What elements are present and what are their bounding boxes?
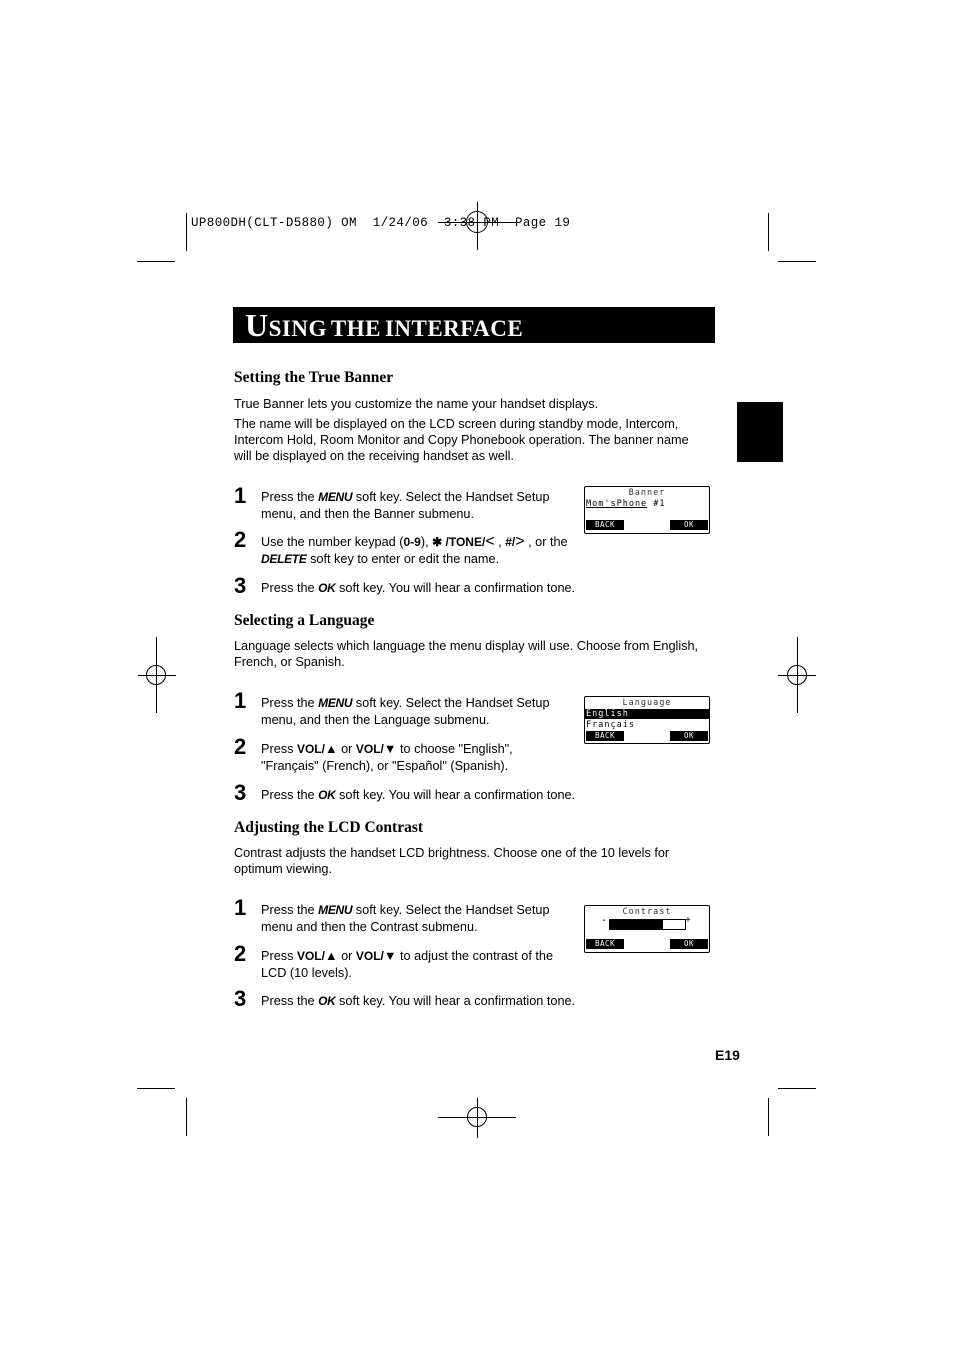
chapter-title: USING THE INTERFACE	[245, 307, 524, 343]
step-text: Press the MENU soft key. Select the Handset Setup menu and then the Contrast submenu.	[261, 903, 550, 934]
lcd-softkey-back: BACK	[586, 939, 624, 949]
lcd-title: Banner	[628, 488, 666, 498]
down-arrow-icon: ▼	[383, 742, 397, 756]
step-number: 1	[234, 895, 247, 920]
crop-mark	[778, 1088, 816, 1089]
lcd-banner-screen	[584, 486, 710, 534]
step-number: 1	[234, 483, 247, 508]
contrast-plus-label: +	[685, 916, 692, 927]
lcd-option: Français	[586, 720, 635, 730]
section-title-true-banner: Setting the True Banner	[234, 369, 394, 386]
lcd-option-selected: English	[585, 709, 709, 719]
crop-mark	[137, 261, 175, 262]
step-number: 3	[234, 573, 247, 598]
paragraph: The name will be displayed on the LCD screen during standby mode, Intercom, Intercom Hold, Room Monitor and Copy Phonebook operation. The banner name will be displayed on the receiving handset as well.	[234, 417, 689, 463]
step-number: 2	[234, 941, 247, 966]
paragraph: Language selects which language the menu display will use. Choose from English, French, or Spanish.	[234, 639, 699, 669]
crop-mark	[186, 1098, 187, 1136]
up-arrow-icon: ▲	[324, 742, 338, 756]
crop-mark	[768, 213, 769, 251]
step-number: 3	[234, 986, 247, 1011]
registration-line	[138, 675, 176, 676]
lcd-banner-name: Mom'sPhone #1	[586, 499, 666, 509]
contrast-minus-label: -	[601, 916, 608, 927]
lcd-softkey-back: BACK	[586, 731, 624, 741]
paragraph: Contrast adjusts the handset LCD brightness. Choose one of the 10 levels for optimum viewing.	[234, 846, 670, 876]
lcd-title: Language	[622, 698, 672, 708]
side-tab	[737, 402, 783, 462]
step-text: Press the MENU soft key. Select the Handset Setup menu, and then the Banner submenu.	[261, 490, 550, 521]
registration-line	[477, 1098, 478, 1138]
contrast-level-fill	[610, 920, 663, 929]
section-title-language: Selecting a Language	[234, 612, 375, 629]
lcd-softkey-ok: OK	[670, 939, 708, 949]
step-number: 1	[234, 688, 247, 713]
step-number: 2	[234, 734, 247, 759]
crop-mark	[768, 1098, 769, 1136]
step-text: Press VOL/▲ or VOL/▼ to choose "English", "Français" (French), or "Español" (Spanish).	[261, 742, 513, 773]
crop-mark	[778, 261, 816, 262]
page-number: E19	[715, 1047, 740, 1063]
lcd-language-screen	[584, 696, 710, 744]
step-text: Press the OK soft key. You will hear a confirmation tone.	[261, 788, 576, 802]
contrast-level-bar	[609, 919, 686, 930]
step-text: Press the OK soft key. You will hear a confirmation tone.	[261, 994, 576, 1008]
lcd-softkey-ok: OK	[670, 731, 708, 741]
lcd-contrast-screen	[584, 905, 710, 953]
lcd-title: Contrast	[622, 907, 672, 917]
step-text: Use the number keypad (0-9), ✱ /TONE/< , #/> , or the DELETE soft key to enter or edit the name.	[261, 533, 568, 566]
step-text: Press the OK soft key. You will hear a confirmation tone.	[261, 581, 576, 595]
up-arrow-icon: ▲	[324, 949, 338, 963]
step-text: Press the MENU soft key. Select the Handset Setup menu, and then the Language submenu.	[261, 696, 550, 727]
chapter-banner	[233, 307, 715, 343]
print-slug: UP800DH(CLT-D5880) OM 1/24/06 3:38 PM Page 19	[191, 216, 571, 230]
step-number: 2	[234, 527, 247, 552]
step-text: Press VOL/▲ or VOL/▼ to adjust the contrast of the LCD (10 levels).	[261, 949, 554, 980]
section-title-contrast: Adjusting the LCD Contrast	[234, 819, 424, 836]
lcd-softkey-back: BACK	[586, 520, 624, 530]
crop-mark	[186, 213, 187, 251]
registration-line	[156, 637, 157, 713]
crop-mark	[137, 1088, 175, 1089]
registration-line	[797, 637, 798, 713]
down-arrow-icon: ▼	[383, 949, 397, 963]
step-number: 3	[234, 780, 247, 805]
paragraph: True Banner lets you customize the name your handset displays.	[234, 397, 599, 411]
lcd-softkey-ok: OK	[670, 520, 708, 530]
